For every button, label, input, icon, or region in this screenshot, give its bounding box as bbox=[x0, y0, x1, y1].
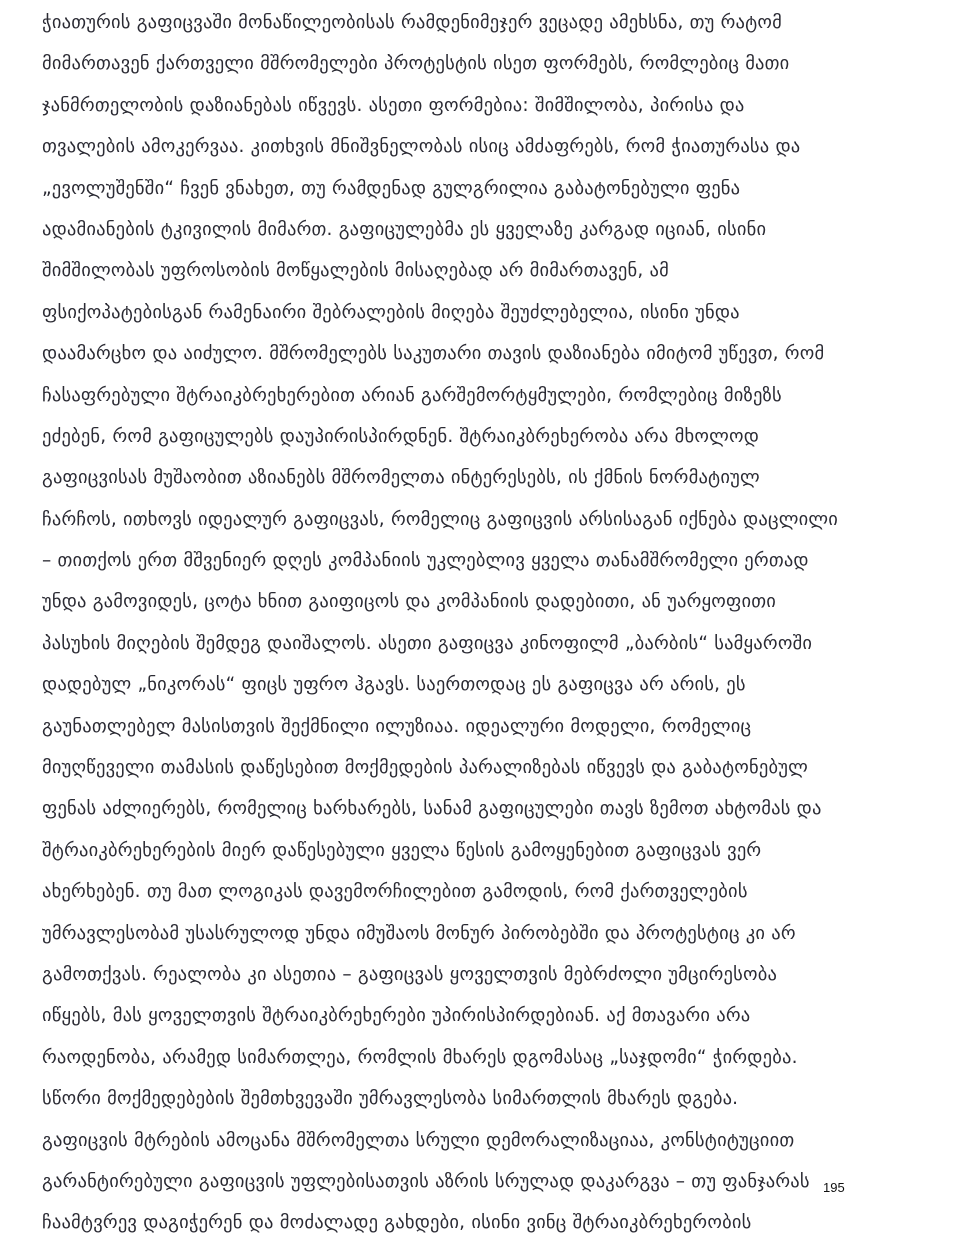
text-line: „ევოლუშენში“ ჩვენ ვნახეთ, თუ რამდენად გულგრილია გაბატონებული ფენა bbox=[42, 177, 741, 199]
text-line: უმრავლესობამ უსასრულოდ უნდა იმუშაოს მონურ პირობებში და პროტესტიც კი არ bbox=[42, 922, 796, 944]
text-line: გაუნათლებელ მასისთვის შექმნილი ილუზიაა. იდეალური მოდელი, რომელიც bbox=[42, 715, 752, 737]
text-line: პასუხის მიღების შემდეგ დაიშალოს. ასეთი გაფიცვა კინოფილმ „ბარბის“ სამყაროში bbox=[42, 632, 813, 654]
text-line: ჯანმრთელობის დაზიანებას იწვევს. ასეთი ფორმებია: შიმშილობა, პირისა და bbox=[42, 94, 745, 116]
page-number: 195 bbox=[823, 1180, 845, 1195]
text-line: ეძებენ, რომ გაფიცულებს დაუპირისპირდნენ. შტრაიკბრეხერობა არა მხოლოდ bbox=[42, 425, 760, 447]
text-line: სწორი მოქმედებების შემთხვევაში უმრავლესობა სიმართლის მხარეს დგება. bbox=[42, 1088, 739, 1110]
text-line: იწყებს, მას ყოველთვის შტრაიკბრეხერები უპირისპირდებიან. აქ მთავარი არა bbox=[42, 1005, 751, 1027]
text-line: ახერხებენ. თუ მათ ლოგიკას დავემორჩილებით გამოდის, რომ ქართველების bbox=[42, 881, 748, 903]
text-line: დადებულ „ნიკორას“ ფიცს უფრო ჰგავს. საერთოდაც ეს გაფიცვა არ არის, ეს bbox=[42, 674, 746, 696]
text-line: – თითქოს ერთ მშვენიერ დღეს კომპანიის უკლებლივ ყველა თანამშრომელი ერთად bbox=[42, 550, 809, 572]
text-line: გამოთქვას. რეალობა კი ასეთია – გაფიცვას ყოველთვის მებრძოლი უმცირესობა bbox=[42, 963, 778, 985]
text-line: გაფიცვის მტრების ამოცანა მშრომელთა სრული დემორალიზაციაა, კონსტიტუციით bbox=[42, 1129, 795, 1151]
body-text bbox=[42, 2, 922, 1244]
text-line: თვალების ამოკერვაა. კითხვის მნიშვნელობას ისიც ამძაფრებს, რომ ჭიათურასა და bbox=[42, 136, 801, 158]
text-line: გაფიცვისას მუშაობით აზიანებს მშრომელთა ინტერესებს, ის ქმნის ნორმატიულ bbox=[42, 467, 760, 489]
text-line: ფენას აძლიერებს, რომელიც ხარხარებს, სანამ გაფიცულები თავს ზემოთ ახტომას და bbox=[42, 798, 822, 820]
text-line: ადამიანების ტკივილის მიმართ. გაფიცულებმა ეს ყველაზე კარგად იციან, ისინი bbox=[42, 218, 767, 240]
text-line: შტრაიკბრეხერების მიერ დაწესებული ყველა წესის გამოყენებით გაფიცვას ვერ bbox=[42, 839, 762, 861]
text-line: ჩასაფრებული შტრაიკბრეხერებით არიან გარშემორტყმულები, რომლებიც მიზეზს bbox=[42, 384, 782, 406]
text-line: გარანტირებული გაფიცვის უფლებისათვის აზრის სრულად დაკარგვა – თუ ფანჯარას bbox=[42, 1170, 810, 1192]
text-line: ჩაამტვრევ დაგიჭერენ და მოძალადე გახდები, ისინი ვინც შტრაიკბრეხერობის bbox=[42, 1212, 752, 1234]
text-line: ფსიქოპატებისგან რამენაირი შებრალების მიღება შეუძლებელია, ისინი უნდა bbox=[42, 301, 740, 323]
text-line: შიმშილობას უფროსობის მოწყალების მისაღებად არ მიმართავენ, ამ bbox=[42, 260, 669, 282]
text-line: რაოდენობა, არამედ სიმართლეა, რომლის მხარეს დგომასაც „საჯდომი“ ჭირდება. bbox=[42, 1046, 798, 1068]
text-line: დაამარცხო და აიძულო. მშრომელებს საკუთარი თავის დაზიანება იმიტომ უწევთ, რომ bbox=[42, 343, 825, 365]
text-line: ჩარჩოს, ითხოვს იდეალურ გაფიცვას, რომელიც გაფიცვის არსისაგან იქნება დაცლილი bbox=[42, 508, 839, 530]
text-line: მიუღწეველი თამასის დაწესებით მოქმედების პარალიზებას იწვევს და გაბატონებულ bbox=[42, 757, 809, 779]
text-line: უნდა გამოვიდეს, ცოტა ხნით გაიფიცოს და კომპანიის დადებითი, ან უარყოფითი bbox=[42, 591, 777, 613]
text-line: ჭიათურის გაფიცვაში მონაწილეობისას რამდენიმეჯერ ვეცადე ამეხსნა, თუ რატომ bbox=[42, 12, 783, 33]
text-line: მიმართავენ ქართველი მშრომელები პროტესტის ისეთ ფორმებს, რომლებიც მათი bbox=[42, 53, 790, 75]
